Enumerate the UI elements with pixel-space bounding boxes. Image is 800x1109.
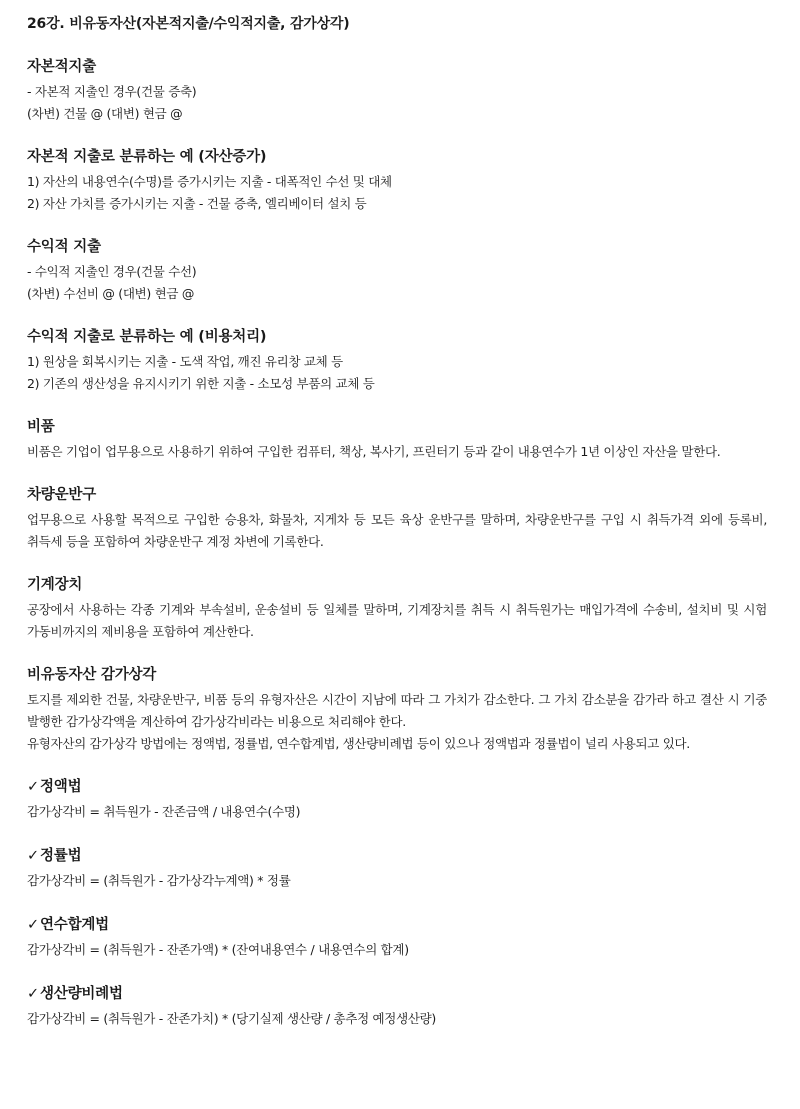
- method-title: 정액법: [39, 779, 82, 795]
- section-paragraph: 토지를 제외한 건물, 차량운반구, 비품 등의 유형자산은 시간이 지남에 따라 그 가치가 감소한다. 그 가치 감소분을 감가라 하고 결산 시 기중 발행한 감가상각액을 계산하여 감가상각비라는 비용으로 처리해야 한다.: [27, 692, 767, 729]
- section-heading: 비유동자산 감가상각: [27, 667, 157, 683]
- section-capital-expenditure: [27, 56, 767, 125]
- method-straight-line: [27, 776, 767, 823]
- method-title: 정률법: [39, 848, 82, 864]
- method-title: 생산량비례법: [39, 986, 123, 1002]
- section-line: - 자본적 지출인 경우(건물 증축): [27, 84, 197, 99]
- section-vehicles: [27, 484, 767, 553]
- section-heading: 자본적지출: [27, 59, 97, 75]
- section-line: 1) 원상을 회복시키는 지출 - 도색 작업, 깨진 유리창 교체 등: [27, 354, 343, 369]
- method-declining-balance: [27, 845, 767, 892]
- method-formula: 감가상각비 = (취득원가 - 잔존가액) * (잔여내용연수 / 내용연수의 합계): [27, 942, 409, 957]
- check-icon: ✓: [27, 917, 39, 933]
- section-line: (차변) 건물 @ (대변) 현금 @: [27, 106, 183, 121]
- section-heading: 비품: [27, 419, 55, 435]
- section-line: (차변) 수선비 @ (대변) 현금 @: [27, 286, 195, 301]
- section-heading: 차량운반구: [27, 487, 97, 503]
- check-icon: ✓: [27, 779, 39, 795]
- document-page: [27, 14, 767, 1052]
- section-paragraph: 업무용으로 사용할 목적으로 구입한 승용차, 화물차, 지게차 등 모든 육상 운반구를 말하며, 차량운반구를 구입 시 취득가격 외에 등록비, 취득세 등을 포함하여 차량운반구 계정 차변에 기록한다.: [27, 512, 767, 549]
- section-revenue-expenditure-examples: [27, 326, 767, 395]
- section-equipment: [27, 416, 767, 463]
- method-formula: 감가상각비 = (취득원가 - 감가상각누계액) * 정률: [27, 873, 291, 888]
- section-line: 2) 자산 가치를 증가시키는 지출 - 건물 증축, 엘리베이터 설치 등: [27, 196, 367, 211]
- section-revenue-expenditure: [27, 236, 767, 305]
- section-paragraph: 공장에서 사용하는 각종 기계와 부속설비, 운송설비 등 일체를 말하며, 기계장치를 취득 시 취득원가는 매입가격에 수송비, 설치비 및 시험 가동비까지의 제비용을 포함하여 계산한다.: [27, 602, 767, 639]
- method-heading: [27, 914, 767, 936]
- section-heading: 기계장치: [27, 577, 83, 593]
- section-heading: 수익적 지출로 분류하는 예 (비용처리): [27, 329, 267, 345]
- method-sum-of-years: [27, 914, 767, 961]
- check-icon: ✓: [27, 986, 39, 1002]
- section-paragraph: 유형자산의 감가상각 방법에는 정액법, 정률법, 연수합계법, 생산량비례법 등이 있으나 정액법과 정률법이 널리 사용되고 있다.: [27, 736, 690, 751]
- section-capital-expenditure-examples: [27, 146, 767, 215]
- document-title: 26강. 비유동자산(자본적지출/수익적지출, 감가상각): [27, 16, 350, 32]
- section-machinery: [27, 574, 767, 643]
- section-heading: 자본적 지출로 분류하는 예 (자산증가): [27, 149, 267, 165]
- section-line: 2) 기존의 생산성을 유지시키기 위한 지출 - 소모성 부품의 교체 등: [27, 376, 375, 391]
- section-line: - 수익적 지출인 경우(건물 수선): [27, 264, 197, 279]
- section-line: 1) 자산의 내용연수(수명)를 증가시키는 지출 - 대폭적인 수선 및 대체: [27, 174, 392, 189]
- method-heading: [27, 983, 767, 1005]
- section-paragraph: 비품은 기업이 업무용으로 사용하기 위하여 구입한 컴퓨터, 책상, 복사기, 프린터기 등과 같이 내용연수가 1년 이상인 자산을 말한다.: [27, 444, 721, 459]
- section-depreciation: [27, 664, 767, 755]
- method-heading: [27, 845, 767, 867]
- check-icon: ✓: [27, 848, 39, 864]
- method-formula: 감가상각비 = (취득원가 - 잔존가치) * (당기실제 생산량 / 총추정 예정생산량): [27, 1011, 436, 1026]
- section-heading: 수익적 지출: [27, 239, 101, 255]
- method-heading: [27, 776, 767, 798]
- method-title: 연수합계법: [39, 917, 109, 933]
- method-formula: 감가상각비 = 취득원가 - 잔존금액 / 내용연수(수명): [27, 804, 301, 819]
- method-units-of-production: [27, 983, 767, 1030]
